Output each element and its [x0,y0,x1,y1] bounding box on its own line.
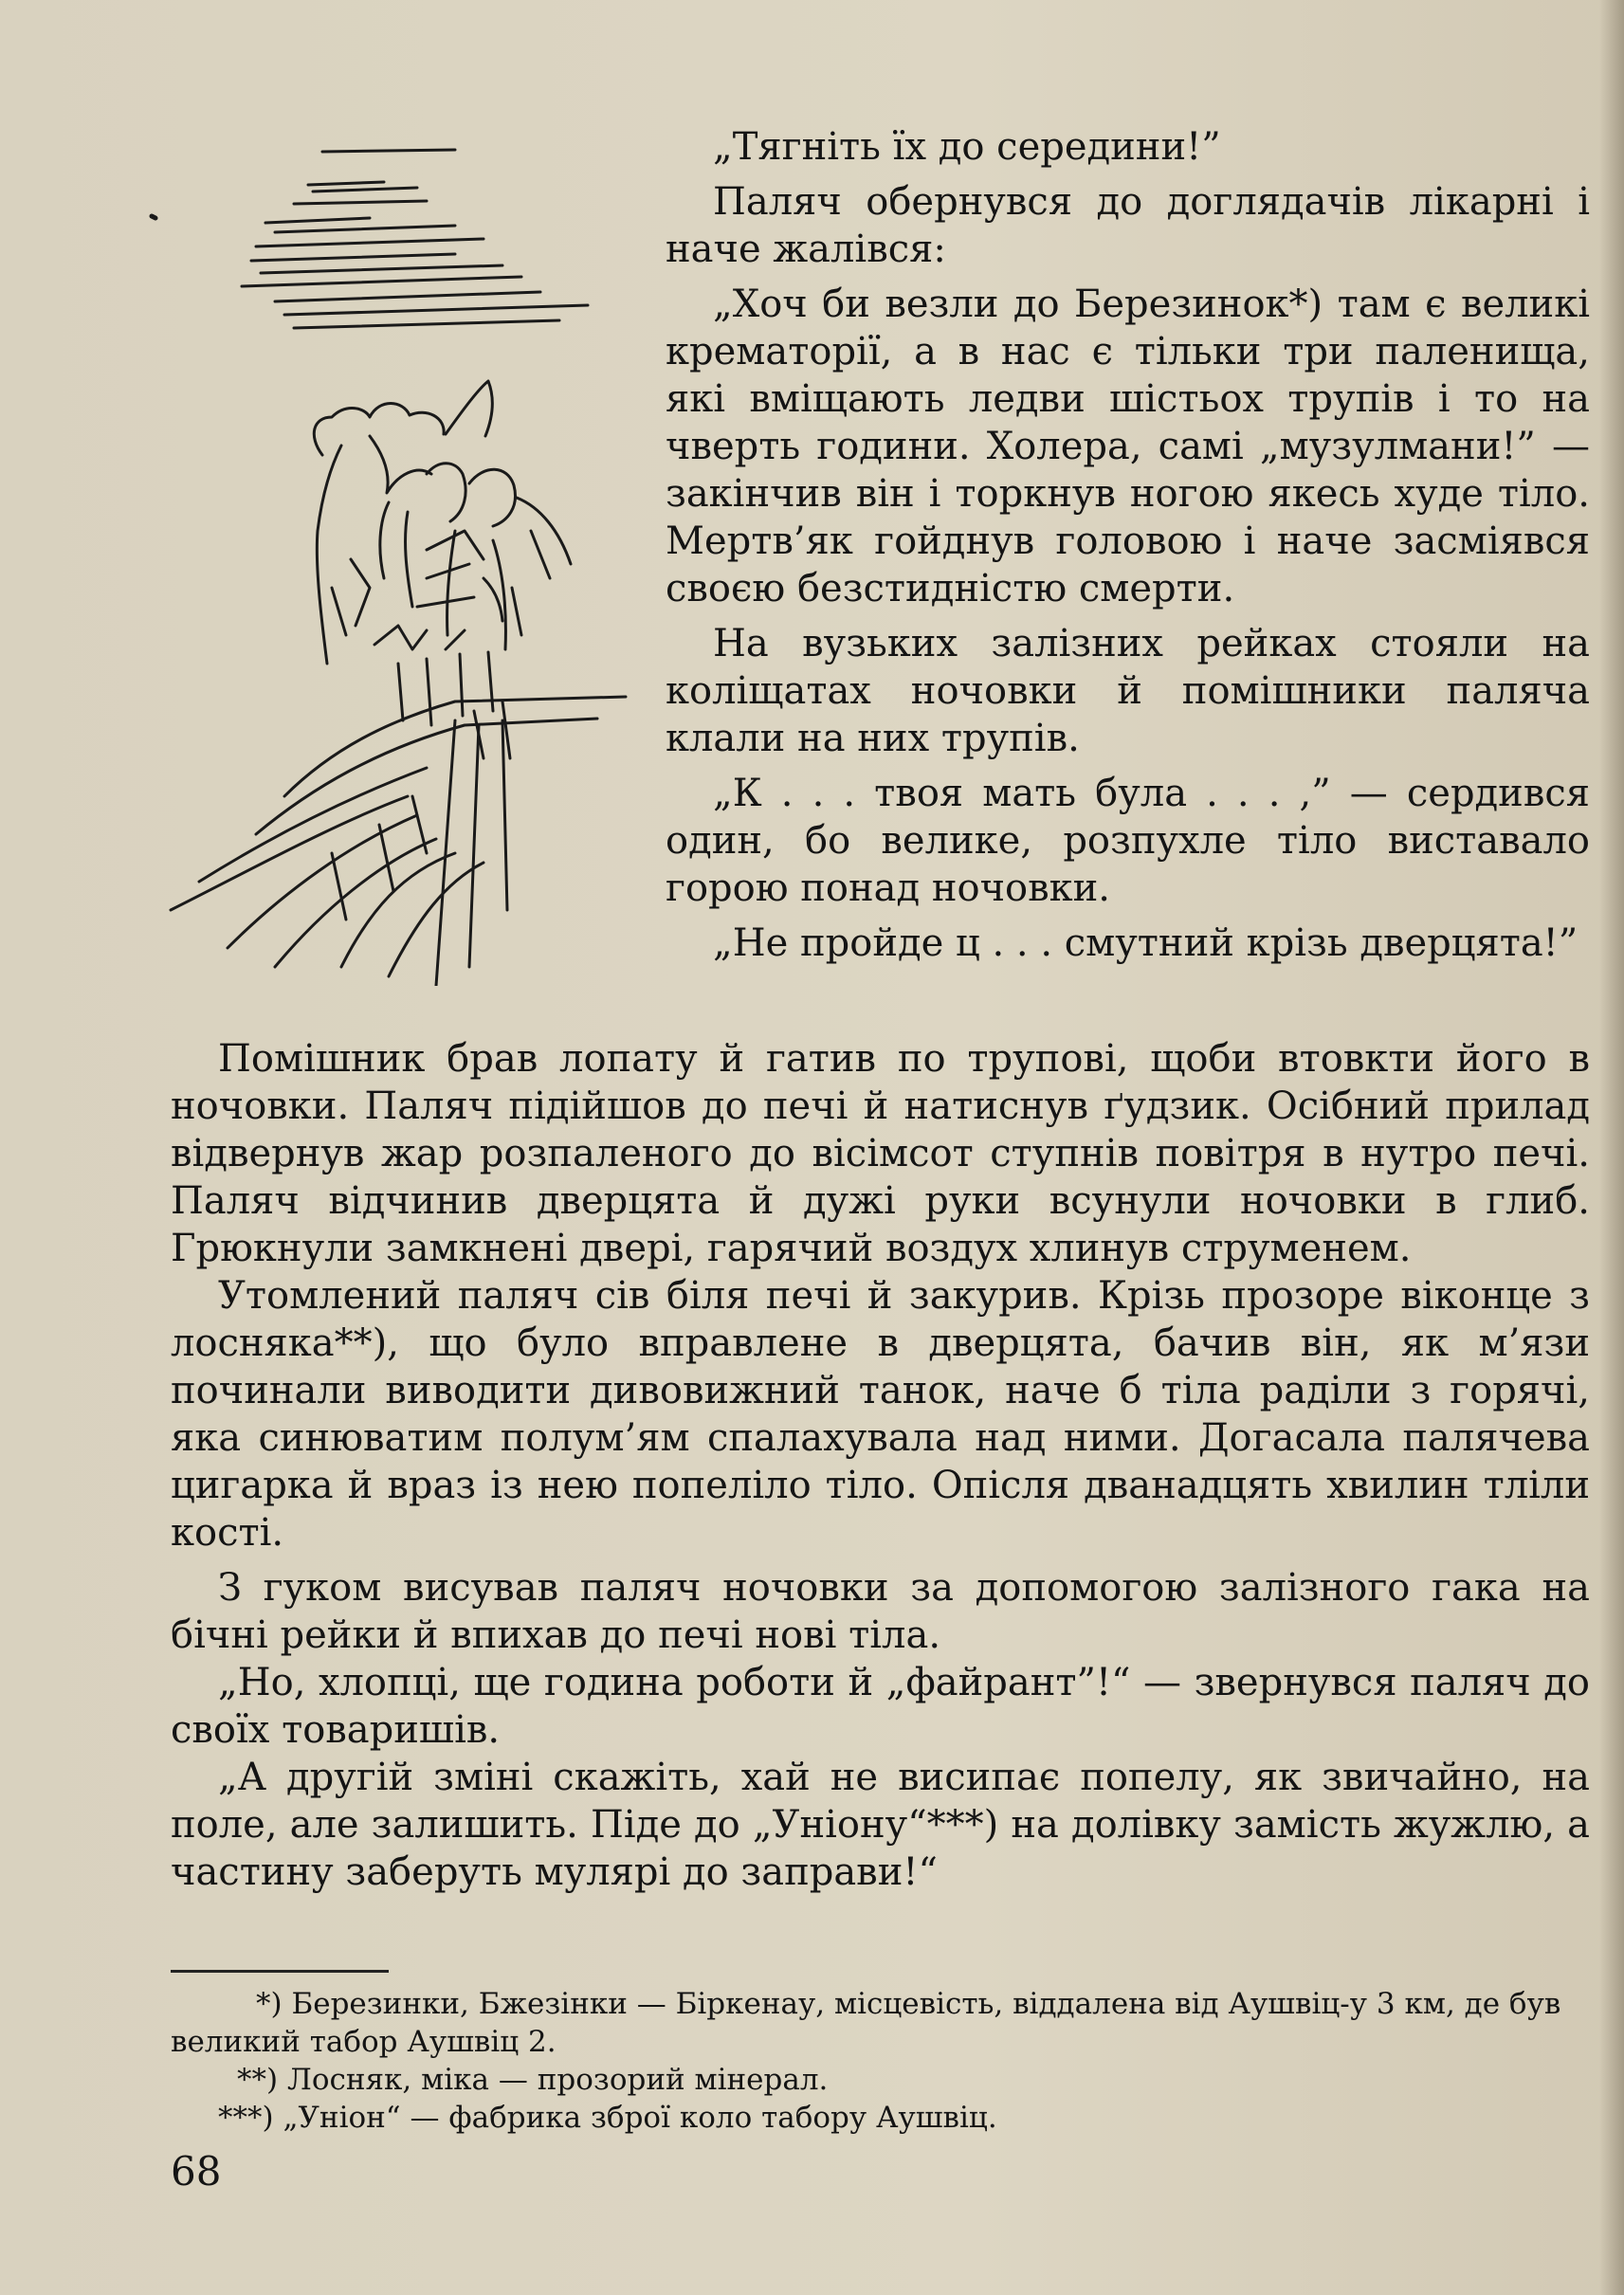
footnote: *) Березинки, Бжезінки — Біркенау, місцевість, віддалена від Аушвіц-у 3 км, де був великий табор Аушвіц 2. [171,1987,1561,2059]
paragraph: Утомлений паляч сів біля печі й закурив. Крізь прозоре віконце з лосняка**), що було вправлене в дверцята, бачив він, як м’язи починали виводити дивовижний танок, наче б тіла раділи з горячі, яка синюватим полум’ям спалахувала над ними. Догасала палячева цигарка й враз із нею попеліло тіло. Опісля дванадцять хвилин тліли кості. [171,1274,1590,1555]
footnote: ***) „Уніон“ — фабрика зброї коло табору Аушвіц. [218,2101,997,2135]
footnotes [171,1985,1590,2137]
sketch-illustration-icon [142,133,635,986]
paragraph: На вузьких залізних рейках стояли на коліщатах ночовки й помішники паляча клали на них трупів. [666,622,1590,760]
main-body-text [171,1035,1590,1896]
paragraph: Помішник брав лопату й гатив по трупові, щоби втовкти його в ночовки. Паляч підійшов до печі й натиснув ґудзик. Осібний прилад відвернув жар розпаленого до вісімсот ступнів повітря в нутро печі. Паляч відчинив дверцята й дужі руки всунули ночовки в глиб. Грюкнули замкнені двері, гарячий воздух хлинув струменем. [171,1037,1590,1270]
page-number: 68 [171,2148,222,2195]
page-edge-shadow [1599,0,1624,2295]
paragraph: „А другій зміні скажіть, хай не висипає попелу, як звичайно, на поле, але залишить. Піде до „Уніону“***) на долівку замість жужлю, а частину заберуть мулярі до заправи!“ [171,1756,1590,1894]
footnote: **) Лосняк, міка — прозорий мінерал. [237,2063,829,2097]
paragraph: „Тягніть їх до середини!” [713,125,1221,169]
paragraph: „Хоч би везли до Березинок*) там є великі крематорії, а в нас є тільки три паленища, які вміщають ледви шістьох трупів і то на чверть години. Холера, самі „музулмани!” — закінчив він і торкнув ногою якесь худе тіло. Мертв’як гойднув головою і наче засміявся своєю безстидністю смерти. [666,282,1590,610]
footnote-separator [171,1970,389,1973]
paragraph: Паляч обернувся до доглядачів лікарні і наче жалівся: [666,180,1590,271]
paragraph: З гуком висував паляч ночовки за допомогою залізного гака на бічні рейки й впихав до печі нові тіла. [171,1566,1590,1657]
paragraph: „Но, хлопці, ще година роботи й „файрант”!“ — звернувся паляч до своїх товаришів. [171,1661,1590,1752]
paragraph: „Не пройде ц . . . смутний крізь дверцята!” [713,921,1578,965]
paragraph: „К . . . твоя мать була . . . ,” — сердився один, бо велике, розпухле тіло виставало горою понад ночовки. [666,772,1590,910]
illustrated-column-text [666,123,1590,967]
